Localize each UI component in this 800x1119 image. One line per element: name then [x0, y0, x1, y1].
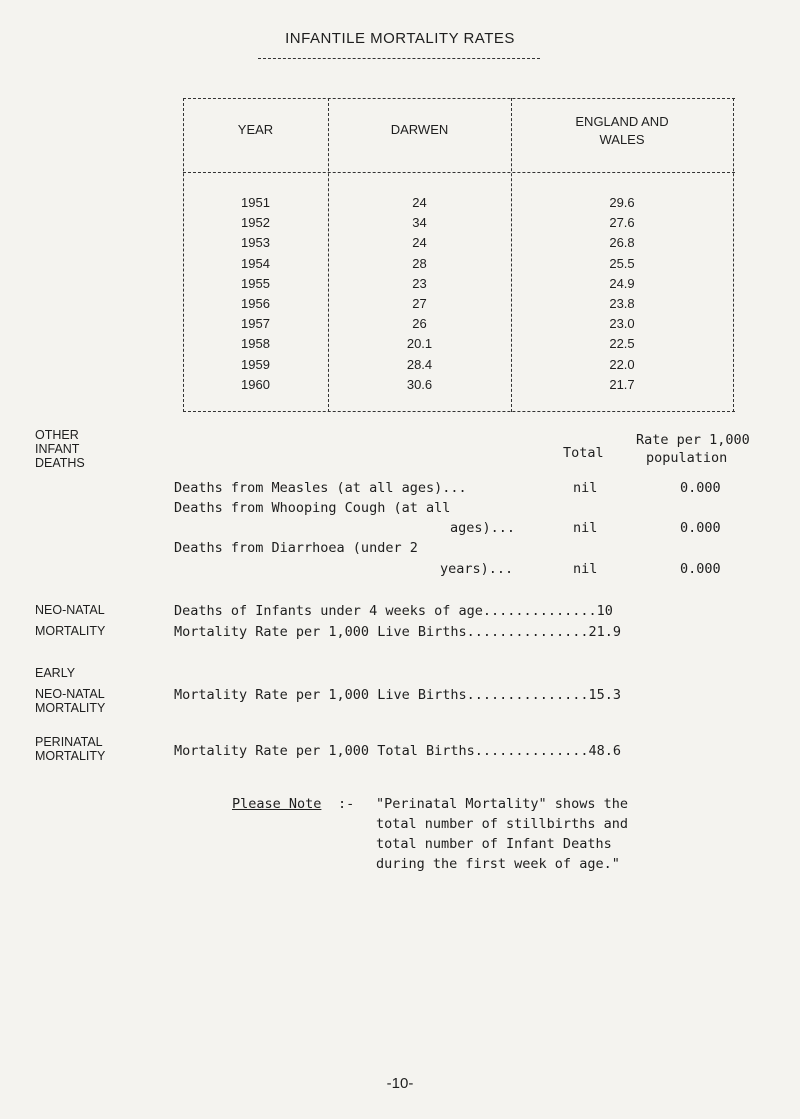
other-infant-deaths-label [35, 428, 85, 470]
darwen-cell: 30.6 [406, 376, 433, 392]
table-row [183, 336, 735, 356]
label-line: EARLY [35, 666, 76, 680]
england-wales-cell: 23.0 [609, 316, 635, 332]
year-cell: 1958 [241, 336, 270, 352]
table-row [183, 215, 735, 235]
table-row [183, 235, 735, 255]
header-england-wales-line1: ENGLAND AND [575, 114, 669, 129]
england-wales-cell: 24.9 [609, 275, 635, 291]
year-cell: 1955 [241, 275, 270, 291]
early-neonatal-rate-line: Mortality Rate per 1,000 Live Births...............15.3 [174, 687, 622, 703]
year-cell: 1957 [241, 316, 270, 332]
year-cell: 1951 [241, 195, 270, 210]
note-line-3: total number of Infant Deaths [376, 836, 612, 852]
year-cell: 1960 [241, 376, 270, 392]
table-header-rule [183, 172, 735, 173]
england-wales-cell: 21.7 [609, 376, 635, 392]
darwen-cell: 26 [412, 316, 427, 332]
header-year: YEAR [237, 122, 274, 137]
col-total-header: Total [563, 445, 604, 461]
perinatal-rate-line: Mortality Rate per 1,000 Total Births..............48.6 [174, 743, 622, 759]
england-wales-cell: 29.6 [609, 195, 635, 210]
england-wales-cell: 25.5 [609, 255, 635, 271]
title-underline [258, 58, 540, 59]
darwen-cell: 20.1 [406, 336, 433, 352]
whooping-label-line2: ages)... [450, 520, 516, 536]
england-wales-cell: 22.0 [609, 356, 635, 372]
england-wales-cell: 26.8 [609, 235, 635, 251]
england-wales-cell: 22.5 [609, 336, 635, 352]
perinatal-label [35, 735, 105, 763]
diarrhoea-label-line1: Deaths from Diarrhoea (under 2 [174, 540, 418, 556]
mortality-table [183, 98, 735, 412]
note-label: Please Note [232, 796, 322, 812]
darwen-cell: 28.4 [406, 356, 433, 372]
table-bottom-rule [183, 411, 735, 412]
note-line-2: total number of stillbirths and [376, 816, 628, 832]
whooping-rate: 0.000 [680, 520, 721, 536]
table-row [183, 377, 735, 397]
page-title: INFANTILE MORTALITY RATES [285, 30, 515, 47]
diarrhoea-rate: 0.000 [680, 561, 721, 577]
table-row [183, 316, 735, 336]
table-row [183, 296, 735, 316]
label-line: OTHER [35, 428, 79, 442]
england-wales-cell: 27.6 [609, 215, 635, 231]
year-cell: 1953 [241, 235, 270, 251]
darwen-cell: 24 [412, 195, 427, 210]
year-cell: 1959 [241, 356, 270, 372]
year-cell: 1956 [241, 296, 270, 311]
table-row [183, 357, 735, 377]
label-line: DEATHS [35, 456, 85, 470]
label-line: NEO-NATAL [35, 603, 105, 617]
table-top-rule [183, 98, 735, 99]
col-rate-header-line1: Rate per 1,000 [636, 432, 750, 448]
note-line-1: "Perinatal Mortality" shows the [376, 796, 628, 812]
whooping-label-line1: Deaths from Whooping Cough (at all [174, 500, 451, 516]
label-line: MORTALITY [35, 624, 106, 638]
whooping-total: nil [573, 520, 598, 536]
year-cell: 1952 [241, 215, 270, 231]
measles-label: Deaths from Measles (at all ages)... [174, 480, 467, 496]
table-row [183, 256, 735, 276]
label-line: MORTALITY [35, 749, 106, 763]
darwen-cell: 27 [412, 296, 427, 311]
darwen-cell: 24 [412, 235, 427, 251]
diarrhoea-label-line2: years)... [440, 561, 514, 577]
label-line: NEO-NATAL [35, 687, 105, 701]
page-number: -10- [386, 1075, 414, 1092]
neonatal-rate-line: Mortality Rate per 1,000 Live Births...............21.9 [174, 624, 622, 640]
darwen-cell: 28 [412, 255, 427, 271]
darwen-cell: 23 [412, 275, 427, 291]
early-neonatal-label [35, 666, 105, 715]
neonatal-deaths-line: Deaths of Infants under 4 weeks of age..............10 [174, 603, 613, 619]
neonatal-label [35, 603, 105, 638]
header-england-wales-line2: WALES [599, 132, 645, 147]
header-darwen: DARWEN [390, 122, 449, 137]
note-separator: :- [338, 796, 355, 812]
measles-total: nil [573, 480, 598, 496]
label-line: PERINATAL [35, 735, 103, 749]
col-rate-header-line2: population [646, 450, 728, 466]
note-line-4: during the first week of age." [376, 856, 620, 872]
darwen-cell: 34 [412, 215, 427, 231]
measles-rate: 0.000 [680, 480, 721, 496]
diarrhoea-total: nil [573, 561, 598, 577]
table-row [183, 276, 735, 296]
label-line: INFANT [35, 442, 80, 456]
year-cell: 1954 [241, 255, 270, 271]
table-row [183, 195, 735, 215]
label-line: MORTALITY [35, 701, 106, 715]
england-wales-cell: 23.8 [609, 296, 635, 311]
